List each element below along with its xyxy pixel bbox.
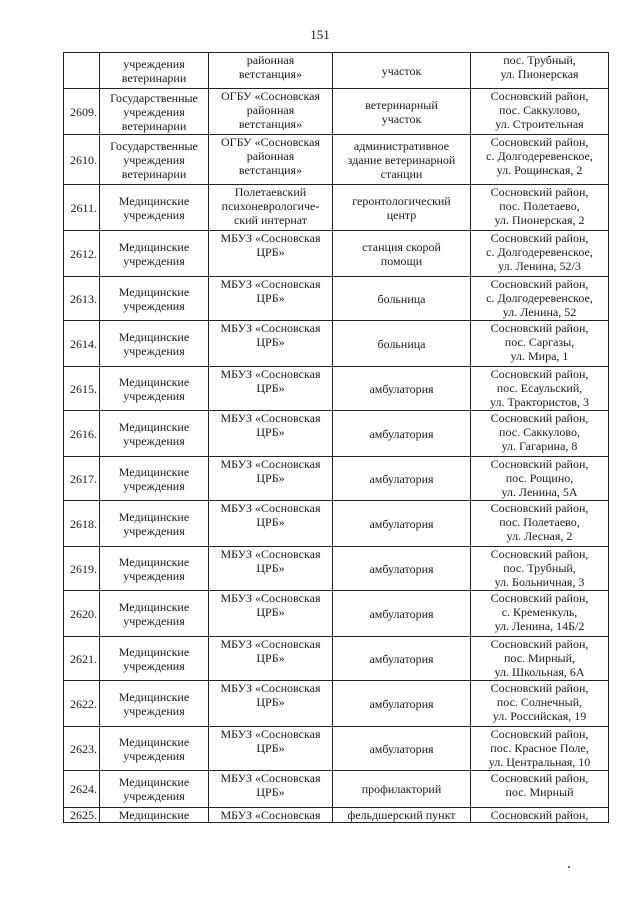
row-number-cell: 2623. [64,727,100,771]
institution-type-line: учреждения [123,613,185,628]
table-row [64,591,609,637]
institution-type-cell [100,411,209,457]
institution-type-line: учреждения [123,207,185,222]
organization-cell [209,411,333,457]
institution-type-cell [100,457,209,501]
organization-line: ЦРБ» [256,785,285,799]
organization-line: МБУЗ «Сосновская [220,501,321,515]
facility-kind-cell [333,637,471,681]
address-cell [471,231,609,277]
organization-line: ЦРБ» [256,605,285,619]
row-number-cell: 2622. [64,681,100,727]
address-line: пос. Мирный, [503,651,576,665]
address-line: Сосновский район, [490,808,589,822]
row-number-cell: 2610. [64,135,100,185]
facility-kind-cell [333,321,471,367]
table-row [64,501,609,547]
address-line: Сосновский район, [490,547,589,561]
scan-speck [568,866,570,868]
institution-type-cell [100,808,209,823]
facility-kind-cell [333,367,471,411]
institution-type-line: Медицинские [118,464,190,479]
address-line: Сосновский район, [490,231,589,245]
facility-kind-cell [333,135,471,185]
address-line: ул. Гагарина, 8 [501,439,578,453]
institution-type-line: Медицинские [118,554,190,569]
address-line: пос. Саккулово, [499,425,580,439]
institution-type-line: учреждения [123,388,185,403]
address-cell [471,808,609,823]
organization-line: МБУЗ «Сосновская [220,411,321,425]
address-line: с. Кременкуль, [501,605,578,619]
address-line: пос. Рощино, [505,471,574,485]
address-line: ул. Ленина, 52 [502,305,577,319]
facility-kind-cell [333,89,471,135]
institution-type-line: Медицинские [118,284,190,299]
organization-line: МБУЗ «Сосновская [220,637,321,651]
address-line: Сосновский район, [490,501,589,515]
facility-kind-cell [333,185,471,231]
organization-line: Полетаевский [234,185,307,199]
facility-kind-line: амбулатория [369,606,434,621]
address-line: ул. Мира, 1 [510,349,569,363]
address-line: Сосновский район, [490,591,589,605]
institution-type-line: Медицинские [118,239,190,254]
organization-cell [209,501,333,547]
facility-kind-line: больница [377,291,426,306]
organization-line: МБУЗ «Сосновская [220,547,321,561]
table-row [64,808,609,823]
organization-line: МБУЗ «Сосновская [220,277,321,291]
organization-line: МБУЗ «Сосновская [220,808,321,822]
row-number-cell: 2625. [64,808,100,823]
organization-cell [209,135,333,185]
institution-type-line: Медицинские [118,689,190,704]
institution-type-cell [100,637,209,681]
address-line: Сосновский район, [490,277,589,291]
address-cell [471,53,609,89]
institution-type-cell [100,231,209,277]
organization-line: ОГБУ «Сосновская [220,89,321,103]
address-line: пос. Трубный, [503,561,576,575]
table-row [64,367,609,411]
institution-type-line: Медицинские [118,419,190,434]
institution-type-line: Медицинские [118,193,190,208]
address-line: пос. Солнечный, [496,695,583,709]
address-line: ул. Центральная, 10 [488,755,591,769]
row-number-cell: 2616. [64,411,100,457]
address-line: ул. Школьная, 6А [494,665,585,679]
address-line: пос. Саккулово, [499,103,580,117]
organization-line: психоневрологиче- [221,199,320,213]
organization-cell [209,591,333,637]
address-line: ул. Строительная [495,117,584,131]
facility-kind-cell [333,727,471,771]
institution-type-line: Медицинские [118,599,190,614]
facility-kind-cell [333,771,471,808]
institution-type-line: Медицинские [118,329,190,344]
address-line: пос. Саргазы, [504,335,575,349]
address-cell [471,135,609,185]
address-cell [471,185,609,231]
institution-type-line: учреждения [123,298,185,313]
organization-cell [209,321,333,367]
facility-kind-line: амбулатория [369,741,434,756]
organization-line: ЦРБ» [256,335,285,349]
address-cell [471,727,609,771]
address-line: ул. Ленина, 52/3 [498,259,581,273]
organization-line: ЦРБ» [256,515,285,529]
address-line: ул. Ленина, 5А [501,485,578,499]
table-row [64,771,609,808]
institution-type-line: учреждения [123,152,185,167]
organization-line: ветстанция» [238,117,303,131]
institution-type-cell [100,89,209,135]
institution-type-line: ветеринарии [121,118,187,133]
institution-type-cell [100,53,209,89]
address-line: пос. Полетаево, [499,199,580,213]
facility-kind-line: административное [353,138,450,153]
institution-type-line: ветеринарии [121,70,187,85]
facility-kind-cell [333,277,471,321]
organization-line: ветстанция» [238,67,303,81]
organization-line: ЦРБ» [256,245,285,259]
facility-kind-line: станции [380,166,423,181]
institution-type-line: учреждения [123,789,185,803]
address-line: пос. Трубный, [503,53,576,67]
address-line: Сосновский район, [490,457,589,471]
institution-type-line: учреждения [123,658,185,673]
facility-kind-line: участок [381,111,422,126]
table-row [64,135,609,185]
table-row [64,89,609,135]
institution-type-line: учреждения [123,343,185,358]
row-number-cell: 2620. [64,591,100,637]
organization-line: районная [246,149,295,163]
address-line: ул. Ленина, 14Б/2 [494,619,585,633]
facility-kind-cell [333,231,471,277]
organization-cell [209,637,333,681]
address-cell [471,89,609,135]
organization-line: ЦРБ» [256,471,285,485]
institution-type-cell [100,591,209,637]
organization-cell [209,457,333,501]
facility-kind-line: больница [377,336,426,351]
row-number-cell: 2618. [64,501,100,547]
address-line: с. Долгодеревенское, [486,291,593,305]
row-number-cell: 2619. [64,547,100,591]
institution-type-line: учреждения [123,253,185,268]
row-number-cell [64,53,100,89]
organization-cell [209,681,333,727]
address-line: ул. Рощинская, 2 [496,163,583,177]
institution-type-cell [100,367,209,411]
address-line: пос. Полетаево, [499,515,580,529]
address-line: Сосновский район, [490,367,589,381]
organization-line: районная [246,103,295,117]
address-line: Сосновский район, [490,185,589,199]
organization-line: МБУЗ «Сосновская [220,457,321,471]
organization-line: МБУЗ «Сосновская [220,681,321,695]
table-row [64,321,609,367]
row-number-cell: 2617. [64,457,100,501]
row-number-cell: 2609. [64,89,100,135]
table-row [64,637,609,681]
address-line: пос. Красное Поле, [490,741,589,755]
facility-kind-line: амбулатория [369,696,434,711]
address-line: ул. Российская, 19 [492,709,587,723]
institution-type-cell [100,501,209,547]
institution-type-line: Медицинские [118,734,190,749]
institution-type-line: Медицинские [118,644,190,659]
row-number-cell: 2614. [64,321,100,367]
organization-cell [209,185,333,231]
organization-line: МБУЗ «Сосновская [220,367,321,381]
address-cell [471,591,609,637]
organization-cell [209,231,333,277]
address-line: ул. Лесная, 2 [506,529,573,543]
organization-cell [209,727,333,771]
facility-kind-cell [333,808,471,823]
institution-type-line: Государственные [110,138,198,153]
institution-type-cell [100,135,209,185]
table-row [64,681,609,727]
address-cell [471,457,609,501]
institution-type-line: учреждения [123,104,185,119]
facility-kind-cell [333,411,471,457]
address-line: Сосновский район, [490,771,589,785]
organization-line: МБУЗ «Сосновская [220,321,321,335]
table-row [64,727,609,771]
row-number-cell: 2621. [64,637,100,681]
address-cell [471,547,609,591]
organization-line: МБУЗ «Сосновская [220,231,321,245]
address-line: Сосновский район, [490,411,589,425]
organization-line: ский интернат [233,213,308,227]
address-line: пос. Есаульский, [496,381,583,395]
address-cell [471,411,609,457]
facility-kind-line: ветеринарный [365,97,438,112]
organization-cell [209,547,333,591]
institution-type-line: Медицинские [118,374,190,389]
institution-type-line: учреждения [123,523,185,538]
address-cell [471,321,609,367]
facility-kind-line: здание ветеринарной [347,152,456,167]
table-row [64,277,609,321]
institution-type-line: Медицинские [118,808,190,822]
address-line: ул. Пионерская [500,67,579,81]
facility-kind-cell [333,681,471,727]
row-number-cell: 2613. [64,277,100,321]
institution-type-cell [100,547,209,591]
organization-line: ЦРБ» [256,561,285,575]
address-cell [471,637,609,681]
registry-table [63,52,609,823]
facility-kind-line: станция скорой [362,239,441,254]
organization-line: ОГБУ «Сосновская [220,135,321,149]
address-line: Сосновский район, [490,681,589,695]
page-number: 151 [310,27,330,42]
institution-type-cell [100,681,209,727]
address-line: ул. Пионерская, 2 [494,213,585,227]
facility-kind-line: помощи [380,253,423,268]
table-row [64,231,609,277]
institution-type-cell [100,321,209,367]
facility-kind-line: профилакторий [361,782,442,796]
facility-kind-cell [333,53,471,89]
organization-cell [209,808,333,823]
organization-cell [209,277,333,321]
table-row [64,53,609,89]
table-row [64,185,609,231]
organization-line: ЦРБ» [256,381,285,395]
organization-cell [209,53,333,89]
address-line: с. Долгодеревенское, [486,245,593,259]
facility-kind-cell [333,591,471,637]
organization-line: ЦРБ» [256,695,285,709]
address-line: ул. Больничная, 3 [494,575,585,589]
address-cell [471,367,609,411]
facility-kind-cell [333,547,471,591]
address-line: Сосновский район, [490,321,589,335]
organization-line: ЦРБ» [256,741,285,755]
address-line: Сосновский район, [490,637,589,651]
address-cell [471,681,609,727]
row-number-cell: 2624. [64,771,100,808]
table-row [64,457,609,501]
organization-cell [209,89,333,135]
institution-type-cell [100,185,209,231]
address-line: ул. Трактористов, 3 [490,395,589,409]
address-line: пос. Мирный [505,785,574,799]
facility-kind-line: амбулатория [369,471,434,486]
facility-kind-line: амбулатория [369,516,434,531]
organization-line: ЦРБ» [256,651,285,665]
address-cell [471,771,609,808]
organization-line: ЦРБ» [256,425,285,439]
table-row [64,547,609,591]
institution-type-line: учреждения [123,433,185,448]
address-line: Сосновский район, [490,727,589,741]
organization-line: ветстанция» [238,163,303,177]
facility-kind-line: амбулатория [369,381,434,396]
organization-cell [209,771,333,808]
facility-kind-line: амбулатория [369,561,434,576]
institution-type-cell [100,727,209,771]
facility-kind-line: фельдшерский пункт [347,808,456,822]
facility-kind-cell [333,501,471,547]
institution-type-line: учреждения [123,748,185,763]
address-line: Сосновский район, [490,135,589,149]
facility-kind-line: участок [381,63,422,78]
address-cell [471,277,609,321]
row-number-cell: 2611. [64,185,100,231]
organization-line: ЦРБ» [256,291,285,305]
facility-kind-line: центр [386,207,417,222]
facility-kind-line: амбулатория [369,426,434,441]
organization-line: МБУЗ «Сосновская [220,591,321,605]
organization-line: МБУЗ «Сосновская [220,771,321,785]
institution-type-line: ветеринарии [121,166,187,181]
institution-type-line: Государственные [110,90,198,105]
organization-cell [209,367,333,411]
organization-line: районная [246,53,295,67]
table-row [64,411,609,457]
institution-type-line: учреждения [123,568,185,583]
address-cell [471,501,609,547]
address-line: Сосновский район, [490,89,589,103]
facility-kind-cell [333,457,471,501]
institution-type-cell [100,277,209,321]
organization-line: МБУЗ «Сосновская [220,727,321,741]
institution-type-cell [100,771,209,808]
institution-type-line: учреждения [123,703,185,718]
facility-kind-line: геронтологический [352,193,451,208]
row-number-cell: 2615. [64,367,100,411]
institution-type-line: Медицинские [118,775,190,789]
address-line: с. Долгодеревенское, [486,149,593,163]
facility-kind-line: амбулатория [369,651,434,666]
row-number-cell: 2612. [64,231,100,277]
institution-type-line: Медицинские [118,509,190,524]
institution-type-line: учреждения [123,478,185,493]
institution-type-line: учреждения [123,56,185,71]
